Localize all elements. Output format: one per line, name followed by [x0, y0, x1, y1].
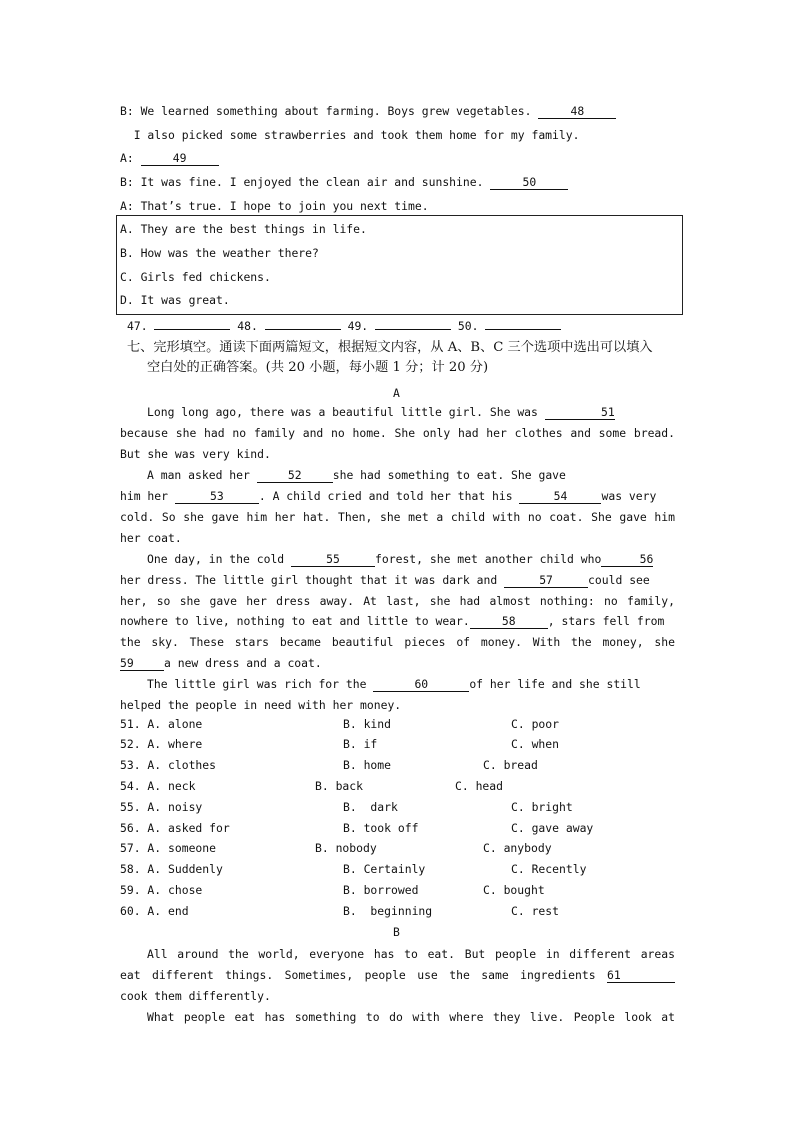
dialogue-line-a1 — [120, 150, 219, 166]
passage-a-line: because she had no family and no home. She only had her clothes and some bread. — [120, 426, 675, 440]
answer-blank-49[interactable] — [375, 329, 451, 330]
answer-label-48: 48. — [230, 319, 265, 333]
answer-line — [127, 318, 561, 334]
question-52-c[interactable]: C. when — [511, 737, 560, 751]
answer-blank-48[interactable] — [265, 329, 341, 330]
question-57[interactable]: 57. A. someone — [120, 841, 217, 855]
question-58-c[interactable]: C. Recently — [511, 862, 587, 876]
section-heading-line1: 七、完形填空。通读下面两篇短文，根据短文内容，从 A、B、C 三个选项中选出可以填入 — [127, 340, 653, 355]
passage-b-line — [120, 967, 675, 983]
passage-text: , stars fell from — [547, 614, 665, 628]
passage-a-label: A — [393, 386, 400, 400]
option-c: C. Girls fed chickens. — [120, 270, 271, 284]
question-53-c[interactable]: C. bread — [483, 758, 538, 772]
blank-60[interactable]: 60 — [373, 677, 469, 692]
question-60-c[interactable]: C. rest — [511, 904, 560, 918]
blank-49[interactable]: 49 — [141, 151, 219, 166]
question-52[interactable]: 52. A. where — [120, 737, 203, 751]
question-54[interactable]: 54. A. neck — [120, 779, 196, 793]
question-58[interactable]: 58. A. Suddenly — [120, 862, 223, 876]
passage-a-line — [120, 488, 656, 504]
passage-text: was very — [601, 489, 657, 503]
passage-b-line: All around the world, everyone has to eat. But people in different areas — [147, 947, 675, 961]
passage-a-line — [120, 404, 675, 420]
question-55[interactable]: 55. A. noisy — [120, 800, 203, 814]
dialogue-line-b1-cont: I also picked some strawberries and took them home for my family. — [120, 128, 580, 142]
answer-label-50: 50. — [451, 319, 486, 333]
question-59-c[interactable]: C. bought — [483, 883, 545, 897]
answer-label-47: 47. — [127, 319, 155, 333]
blank-54[interactable]: 54 — [519, 489, 601, 504]
passage-a-line — [147, 676, 641, 692]
blank-55[interactable]: 55 — [291, 552, 375, 567]
question-53-b[interactable]: B. home — [343, 758, 392, 772]
blank-56[interactable]: 56 — [601, 552, 653, 567]
question-55-b[interactable]: B. dark — [343, 800, 398, 814]
passage-text: . A child cried and told her that his — [258, 489, 520, 503]
passage-text: A man asked her — [147, 468, 257, 482]
passage-a-line — [147, 467, 566, 483]
passage-text: of her life and she still — [469, 677, 641, 691]
question-60[interactable]: 60. A. end — [120, 904, 189, 918]
passage-text: her dress. The little girl thought that it was dark and — [120, 573, 505, 587]
passage-text: The little girl was rich for the — [147, 677, 374, 691]
question-51[interactable]: 51. A. alone — [120, 717, 203, 731]
question-56[interactable]: 56. A. asked for — [120, 821, 230, 835]
passage-text: One day, in the cold — [147, 552, 292, 566]
question-51-b[interactable]: B. kind — [343, 717, 392, 731]
question-57-b[interactable]: B. nobody — [315, 841, 377, 855]
question-54-b[interactable]: B. back — [315, 779, 364, 793]
passage-text: a new dress and a coat. — [164, 656, 322, 670]
answer-label-49: 49. — [340, 319, 376, 333]
question-53[interactable]: 53. A. clothes — [120, 758, 217, 772]
blank-53[interactable]: 53 — [175, 489, 259, 504]
question-56-c[interactable]: C. gave away — [511, 821, 594, 835]
passage-a-line: the sky. These stars became beautiful pieces of money. With the money, she — [120, 635, 675, 649]
dialogue-text: B: We learned something about farming. Boys grew vegetables. — [120, 104, 539, 118]
question-55-c[interactable]: C. bright — [511, 800, 573, 814]
blank-52[interactable]: 52 — [257, 468, 333, 483]
option-a: A. They are the best things in life. — [120, 222, 367, 236]
blank-48[interactable]: 48 — [538, 104, 616, 119]
passage-a-line: her coat. — [120, 531, 182, 545]
question-54-c[interactable]: C. head — [455, 779, 504, 793]
question-52-b[interactable]: B. if — [343, 737, 378, 751]
passage-text: she had something to eat. She gave — [332, 468, 566, 482]
question-57-c[interactable]: C. anybody — [483, 841, 552, 855]
passage-a-line: cold. So she gave him her hat. Then, she met a child with no coat. She gave him — [120, 510, 675, 524]
question-51-c[interactable]: C. poor — [511, 717, 560, 731]
option-b: B. How was the weather there? — [120, 246, 319, 260]
dialogue-text: A: — [120, 151, 141, 165]
blank-50[interactable]: 50 — [490, 175, 568, 190]
dialogue-line-b1 — [120, 103, 616, 119]
passage-text: nowhere to live, nothing to eat and little to wear. — [120, 614, 470, 628]
passage-text: could see — [588, 573, 650, 587]
blank-58[interactable]: 58 — [470, 614, 548, 629]
passage-b-line: What people eat has something to do with where they live. People look at — [147, 1010, 675, 1024]
passage-b-label: B — [393, 925, 400, 939]
option-d: D. It was great. — [120, 293, 230, 307]
passage-a-line — [147, 551, 653, 567]
question-59-b[interactable]: B. borrowed — [343, 883, 419, 897]
blank-59[interactable]: 59 — [120, 656, 164, 671]
answer-blank-47[interactable] — [154, 329, 230, 330]
passage-a-line: her, so she gave her dress away. At last, she had almost nothing: no family, — [120, 594, 675, 608]
passage-text: forest, she met another child who — [375, 552, 602, 566]
dialogue-line-a2: A: That’s true. I hope to join you next time. — [120, 199, 429, 213]
question-56-b[interactable]: B. took off — [343, 821, 419, 835]
passage-a-line — [120, 655, 322, 671]
passage-a-line: helped the people in need with her money. — [120, 698, 402, 712]
passage-a-line — [120, 572, 650, 588]
passage-a-line: But she was very kind. — [120, 447, 271, 461]
answer-blank-50[interactable] — [485, 329, 561, 330]
passage-b-line: cook them differently. — [120, 989, 271, 1003]
question-60-b[interactable]: B. beginning — [343, 904, 433, 918]
passage-text: Long long ago, there was a beautiful little girl. She was — [147, 405, 545, 419]
passage-text: him her — [120, 489, 175, 503]
passage-a-line — [120, 613, 664, 629]
blank-51[interactable]: 51 — [545, 405, 615, 420]
dialogue-text: B: It was fine. I enjoyed the clean air and sunshine. — [120, 175, 491, 189]
question-58-b[interactable]: B. Certainly — [343, 862, 426, 876]
question-59[interactable]: 59. A. chose — [120, 883, 203, 897]
blank-61[interactable]: 61 — [607, 968, 675, 983]
section-heading-line2: 空白处的正确答案。(共 20 小题，每小题 1 分；计 20 分) — [147, 360, 489, 375]
passage-text: eat different things. Sometimes, people use the same ingredients — [120, 968, 607, 982]
dialogue-line-b2 — [120, 174, 568, 190]
blank-57[interactable]: 57 — [504, 573, 588, 588]
